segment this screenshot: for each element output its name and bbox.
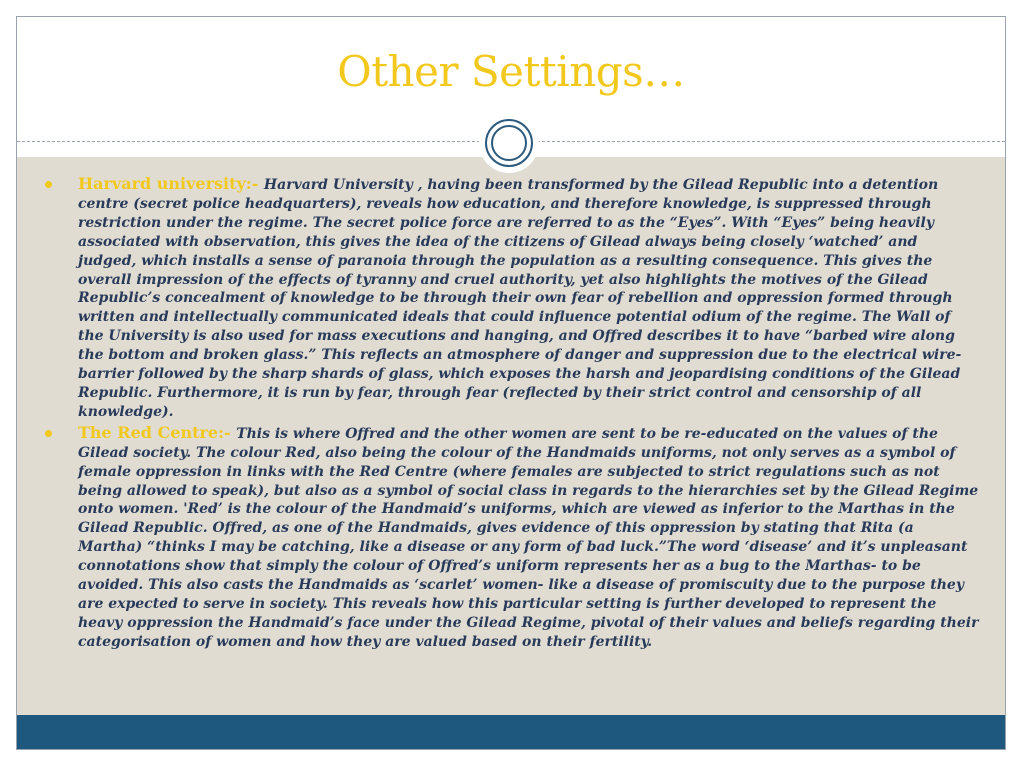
bullet-icon xyxy=(45,181,52,188)
bullet-red-centre xyxy=(33,424,979,652)
circle-ornament-icon xyxy=(479,113,539,173)
bullet-heading: The Red Centre:- xyxy=(78,422,237,442)
slide-title: Other Settings… xyxy=(337,47,685,96)
inner-ring xyxy=(491,125,527,161)
bullet-list xyxy=(33,175,979,654)
bullet-heading: Harvard university:- xyxy=(78,174,264,193)
slide xyxy=(16,16,1006,750)
footer-bar xyxy=(17,715,1005,749)
bullet-text: Harvard University , having been transformed by the Gilead Republic into a detention centre (secret police headquarters), reveals how education, and therefore knowledge, is suppressed through restriction under the regime. The secret police force are referred to as the “Eyes”. With “Eyes” being heavily associated with observation, this gives the idea of the citizens of Gilead always being closely ‘watched’ and judged, which installs a sense of paranoia through the population as a resulting consequence. This gives the overall impression of the effects of tyranny and cruel authority, yet also highlights the motives of the Gilead Republic’s concealment of knowledge to be through their own fear of rebellion and oppression formed through written and intellectually communicated ideals that could influence potential odium of the regime. The Wall of the University is also used for mass executions and hanging, and Offred describes it to have “barbed wire along the bottom and broken glass.” This reflects an atmosphere of danger and suppression due to the electrical wire-barrier followed by the sharp shards of glass, which exposes the harsh and jeopardising conditions of the Gilead Republic. Furthermore, it is run by fear, through fear (reflected by their strict control and censorship of all knowledge). xyxy=(78,177,962,420)
bullet-harvard-university xyxy=(33,175,979,422)
bullet-icon xyxy=(45,430,52,437)
bullet-text: This is where Offred and the other women are sent to be re-educated on the values of the Gilead society. The colour Red, also being the colour of the Handmaids uniforms, not only serves as a symbol of female oppression in links with the Red Centre (where females are subjected to strict regulations such as not being allowed to speak), but also as a symbol of social class in regards to the hierarchies set by the Gilead Regime onto women. 'Red’ is the colour of the Handmaid’s uniforms, which are viewed as inferior to the Marthas in the Gilead Republic. Offred, as one of the Handmaids, gives evidence of this oppression by stating that Rita (a Martha) “thinks I may be catching, like a disease or any form of bad luck.”The word ‘disease’ and it’s unpleasant connotations show that simply the colour of Offred’s uniform represents her as a bug to the Marthas- to be avoided. This also casts the Handmaids as ‘scarlet’ women- like a disease of promiscuity due to the purpose they are expected to serve in society. This reveals how this particular setting is further developed to represent the heavy oppression the Handmaid’s face under the Gilead Regime, pivotal of their values and beliefs regarding their categorisation of women and how they are valued based on their fertility. xyxy=(78,425,979,650)
outer-ring xyxy=(485,119,533,167)
